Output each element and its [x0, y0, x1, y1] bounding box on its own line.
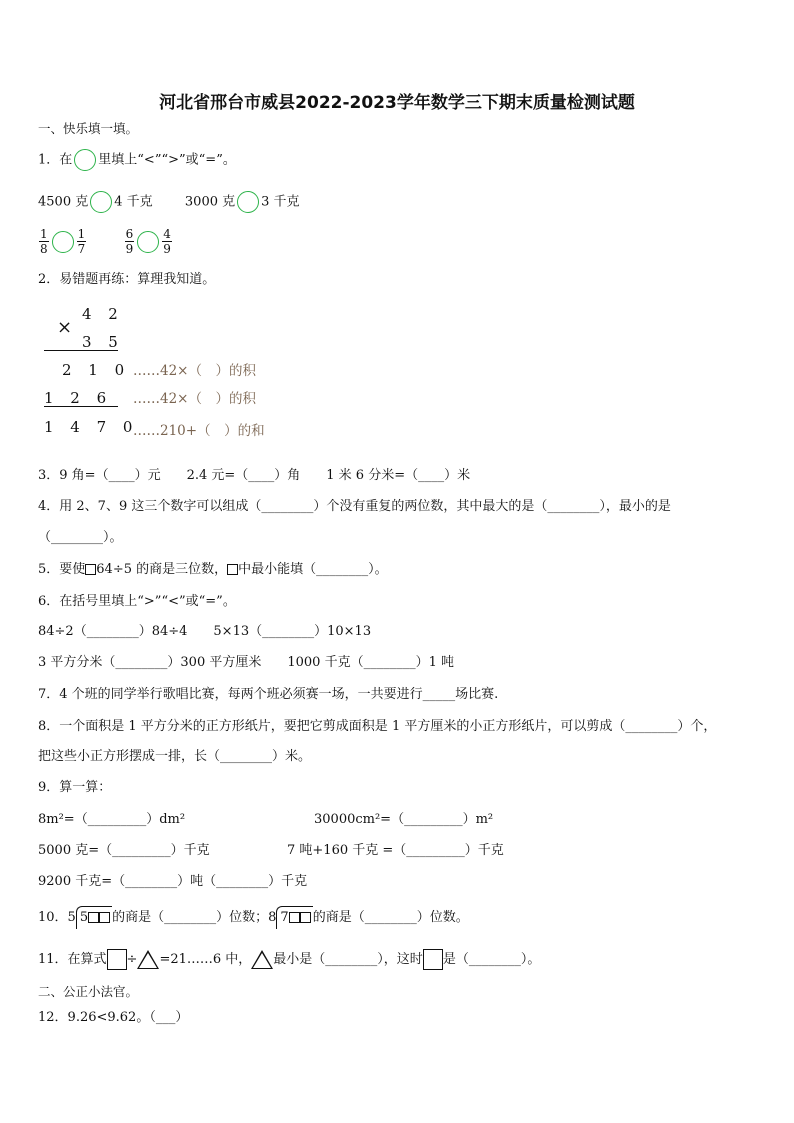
question-5: 5．要使 64÷5 的商是三位数， 中最小能填（________）。 — [38, 562, 388, 577]
multiplicand: 4 2 — [82, 305, 124, 323]
sum-line — [44, 406, 118, 407]
compare-circle[interactable] — [74, 149, 96, 171]
question-11: 11．在算式 ÷ =21……6 中， 最小是（________），这时 是（________）。 — [38, 948, 540, 972]
q1-b-left: 3000 克 — [184, 194, 236, 210]
question-1-row-b — [38, 224, 173, 260]
long-division-1: 5 5 — [68, 906, 113, 929]
compare-circle[interactable] — [237, 191, 259, 213]
note-1: ……42×（ ）的积 — [133, 363, 256, 379]
question-1-row-a — [38, 191, 300, 213]
times-sign: × — [57, 317, 79, 338]
q9-e: 9200 千克=（________）吨（________）千克 — [38, 874, 308, 889]
question-6-line-2: 3 平方分米（________）300 平方厘米 1000 千克（________）1 吨 — [38, 655, 454, 670]
q1-b-right: 3 千克 — [261, 194, 300, 210]
q9-c: 5000 克=（_________）千克 — [38, 843, 210, 858]
question-12: 12．9.26<9.62。（___） — [38, 1010, 189, 1025]
question-10: 10．5 5 的商是（________）位数；8 7 的商是（________）位数。 — [38, 906, 469, 929]
triangle-symbol — [137, 950, 159, 969]
q1-a-right: 4 千克 — [114, 194, 153, 210]
question-6: 6．在括号里填上“>”“<”或“=”。 — [38, 594, 236, 609]
question-1 — [38, 149, 236, 171]
question-6-line-1: 84÷2（________）84÷4 5×13（________）10×13 — [38, 624, 372, 639]
square-symbol — [423, 949, 443, 970]
product-line — [44, 350, 118, 351]
question-7: 7．4 个班的同学举行歌唱比赛，每两个班必须赛一场，一共要进行_____场比赛. — [38, 687, 499, 702]
question-8a: 8．一个面积是 1 平方分米的正方形纸片，要把它剪成面积是 1 平方厘米的小正方形纸片，可以剪成（________）个， — [38, 719, 717, 734]
q1-a-left: 4500 克 — [38, 194, 89, 210]
fraction: $\frac{1}{8}$ — [40, 227, 48, 256]
partial-product-2: 1 2 6 — [44, 389, 113, 407]
final-product: 1 4 7 0 — [44, 418, 139, 436]
square-symbol — [107, 949, 127, 970]
fraction: $\frac{1}{7}$ — [77, 227, 86, 256]
note-3: ……210+（ ）的和 — [133, 423, 265, 439]
compare-circle[interactable] — [90, 191, 112, 213]
fraction: $\frac{4}{9}$ — [163, 227, 171, 256]
question-4a: 4．用 2、7、9 这三个数字可以组成（________）个没有重复的两位数，其中最大的是（________），最小的是 — [38, 499, 671, 514]
question-8b: 把这些小正方形摆成一排，长（________）米。 — [38, 749, 312, 764]
partial-product-1: 2 1 0 — [62, 361, 131, 379]
blank-square — [85, 564, 96, 575]
note-2: ……42×（ ）的积 — [133, 391, 256, 407]
question-3: 3．9 角=（____）元 2.4 元=（____）角 1 米 6 分米=（____）米 — [38, 468, 471, 483]
q1-label: 1．在 — [38, 152, 73, 168]
compare-circle[interactable] — [137, 231, 159, 253]
section-one-heading: 一、快乐填一填。 — [38, 121, 139, 136]
section-two-heading: 二、公正小法官。 — [38, 984, 139, 999]
fraction: $\frac{6}{9}$ — [125, 227, 134, 256]
question-9: 9．算一算： — [38, 780, 112, 795]
q9-b: 30000cm²=（_________）m² — [314, 812, 494, 827]
blank-square — [227, 564, 238, 575]
triangle-symbol — [251, 950, 273, 969]
question-4b: （________）。 — [38, 530, 123, 545]
q9-a: 8m²=（_________）dm² — [38, 812, 186, 827]
q1-text: 里填上“<”“>”或“=”。 — [98, 152, 236, 168]
multiplier: 3 5 — [82, 333, 124, 351]
compare-circle[interactable] — [52, 231, 74, 253]
q9-d: 7 吨+160 千克 =（_________）千克 — [287, 843, 504, 858]
long-division-2: 8 7 — [268, 906, 313, 929]
page-title: 河北省邢台市威县2022-2023学年数学三下期末质量检测试题 — [159, 93, 635, 113]
question-2: 2．易错题再练：算理我知道。 — [38, 272, 216, 287]
